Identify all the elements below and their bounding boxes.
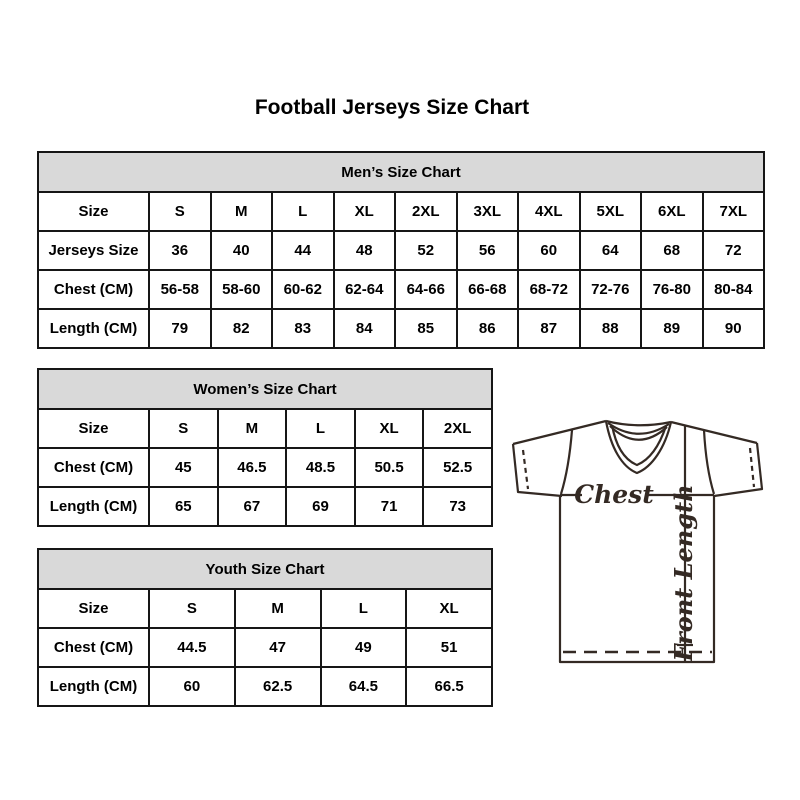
chest-label: Chest xyxy=(574,480,654,509)
size-value-cell: L xyxy=(286,409,355,448)
table-row xyxy=(38,487,492,526)
size-value-cell: 45 xyxy=(149,448,218,487)
table-row xyxy=(38,667,492,706)
size-value-cell: 83 xyxy=(272,309,334,348)
table-header-row xyxy=(38,549,492,589)
size-value-cell: 84 xyxy=(334,309,396,348)
table-row xyxy=(38,270,764,309)
table-row xyxy=(38,589,492,628)
table-header-row xyxy=(38,369,492,409)
size-value-cell: 4XL xyxy=(518,192,580,231)
size-value-cell: 60 xyxy=(149,667,235,706)
size-value-cell: 79 xyxy=(149,309,211,348)
size-value-cell: 6XL xyxy=(641,192,703,231)
table-title: Women’s Size Chart xyxy=(38,369,492,409)
jersey-left-sleeve xyxy=(513,444,562,496)
size-value-cell: 3XL xyxy=(457,192,519,231)
size-value-cell: M xyxy=(235,589,321,628)
row-header-cell: Size xyxy=(38,192,149,231)
jersey-measurement-diagram xyxy=(498,406,774,674)
size-value-cell: 64-66 xyxy=(395,270,457,309)
row-header-cell: Chest (CM) xyxy=(38,628,149,667)
jersey-right-armhole-seam xyxy=(704,430,714,494)
size-value-cell: 7XL xyxy=(703,192,765,231)
size-value-cell: 73 xyxy=(423,487,492,526)
size-value-cell: 64.5 xyxy=(321,667,407,706)
size-value-cell: 88 xyxy=(580,309,642,348)
size-value-cell: 62.5 xyxy=(235,667,321,706)
size-value-cell: 71 xyxy=(355,487,424,526)
mens-size-chart-table xyxy=(37,151,765,349)
size-value-cell: 5XL xyxy=(580,192,642,231)
size-value-cell: 66-68 xyxy=(457,270,519,309)
row-header-cell: Size xyxy=(38,589,149,628)
size-value-cell: 66.5 xyxy=(406,667,492,706)
table-title: Youth Size Chart xyxy=(38,549,492,589)
size-value-cell: M xyxy=(211,192,273,231)
size-value-cell: 56 xyxy=(457,231,519,270)
row-header-cell: Chest (CM) xyxy=(38,270,149,309)
size-value-cell: 62-64 xyxy=(334,270,396,309)
size-value-cell: 76-80 xyxy=(641,270,703,309)
size-value-cell: 67 xyxy=(218,487,287,526)
jersey-right-cuff-dashed-line xyxy=(750,448,754,487)
youth-size-chart-table xyxy=(37,548,493,707)
table-row xyxy=(38,628,492,667)
jersey-left-armhole-seam xyxy=(561,430,572,494)
size-value-cell: 89 xyxy=(641,309,703,348)
size-value-cell: 60-62 xyxy=(272,270,334,309)
table-header-row xyxy=(38,152,764,192)
size-value-cell: 82 xyxy=(211,309,273,348)
table-row xyxy=(38,192,764,231)
table-title: Men’s Size Chart xyxy=(38,152,764,192)
size-value-cell: 44 xyxy=(272,231,334,270)
womens-size-chart-table xyxy=(37,368,493,527)
row-header-cell: Length (CM) xyxy=(38,309,149,348)
jersey-collar-top xyxy=(606,421,671,425)
size-value-cell: 50.5 xyxy=(355,448,424,487)
size-value-cell: 51 xyxy=(406,628,492,667)
size-value-cell: 56-58 xyxy=(149,270,211,309)
size-value-cell: S xyxy=(149,589,235,628)
size-value-cell: M xyxy=(218,409,287,448)
size-value-cell: 64 xyxy=(580,231,642,270)
size-value-cell: 72 xyxy=(703,231,765,270)
row-header-cell: Chest (CM) xyxy=(38,448,149,487)
row-header-cell: Jerseys Size xyxy=(38,231,149,270)
row-header-cell: Size xyxy=(38,409,149,448)
size-value-cell: XL xyxy=(334,192,396,231)
size-value-cell: 68-72 xyxy=(518,270,580,309)
size-value-cell: L xyxy=(321,589,407,628)
size-value-cell: 52 xyxy=(395,231,457,270)
jersey-left-shoulder xyxy=(513,421,606,444)
size-value-cell: XL xyxy=(406,589,492,628)
table-row xyxy=(38,231,764,270)
size-value-cell: 2XL xyxy=(423,409,492,448)
size-value-cell: 58-60 xyxy=(211,270,273,309)
size-value-cell: 46.5 xyxy=(218,448,287,487)
size-value-cell: 65 xyxy=(149,487,218,526)
jersey-outline xyxy=(513,421,762,662)
size-value-cell: 40 xyxy=(211,231,273,270)
size-value-cell: 60 xyxy=(518,231,580,270)
size-value-cell: 48.5 xyxy=(286,448,355,487)
table-row xyxy=(38,448,492,487)
size-value-cell: 87 xyxy=(518,309,580,348)
size-value-cell: S xyxy=(149,409,218,448)
size-value-cell: 80-84 xyxy=(703,270,765,309)
row-header-cell: Length (CM) xyxy=(38,487,149,526)
size-value-cell: 90 xyxy=(703,309,765,348)
page-title: Football Jerseys Size Chart xyxy=(254,96,530,119)
size-value-cell: S xyxy=(149,192,211,231)
table-row xyxy=(38,409,492,448)
size-value-cell: 36 xyxy=(149,231,211,270)
size-value-cell: 68 xyxy=(641,231,703,270)
front-length-label: Front Length xyxy=(669,484,698,662)
size-value-cell: 49 xyxy=(321,628,407,667)
size-value-cell: 69 xyxy=(286,487,355,526)
row-header-cell: Length (CM) xyxy=(38,667,149,706)
size-value-cell: XL xyxy=(355,409,424,448)
table-row xyxy=(38,309,764,348)
jersey-right-sleeve xyxy=(714,443,762,496)
size-value-cell: 52.5 xyxy=(423,448,492,487)
jersey-left-cuff-dashed-line xyxy=(523,450,528,489)
size-value-cell: 2XL xyxy=(395,192,457,231)
size-value-cell: L xyxy=(272,192,334,231)
size-value-cell: 85 xyxy=(395,309,457,348)
size-value-cell: 47 xyxy=(235,628,321,667)
size-value-cell: 86 xyxy=(457,309,519,348)
size-value-cell: 48 xyxy=(334,231,396,270)
size-value-cell: 44.5 xyxy=(149,628,235,667)
size-value-cell: 72-76 xyxy=(580,270,642,309)
